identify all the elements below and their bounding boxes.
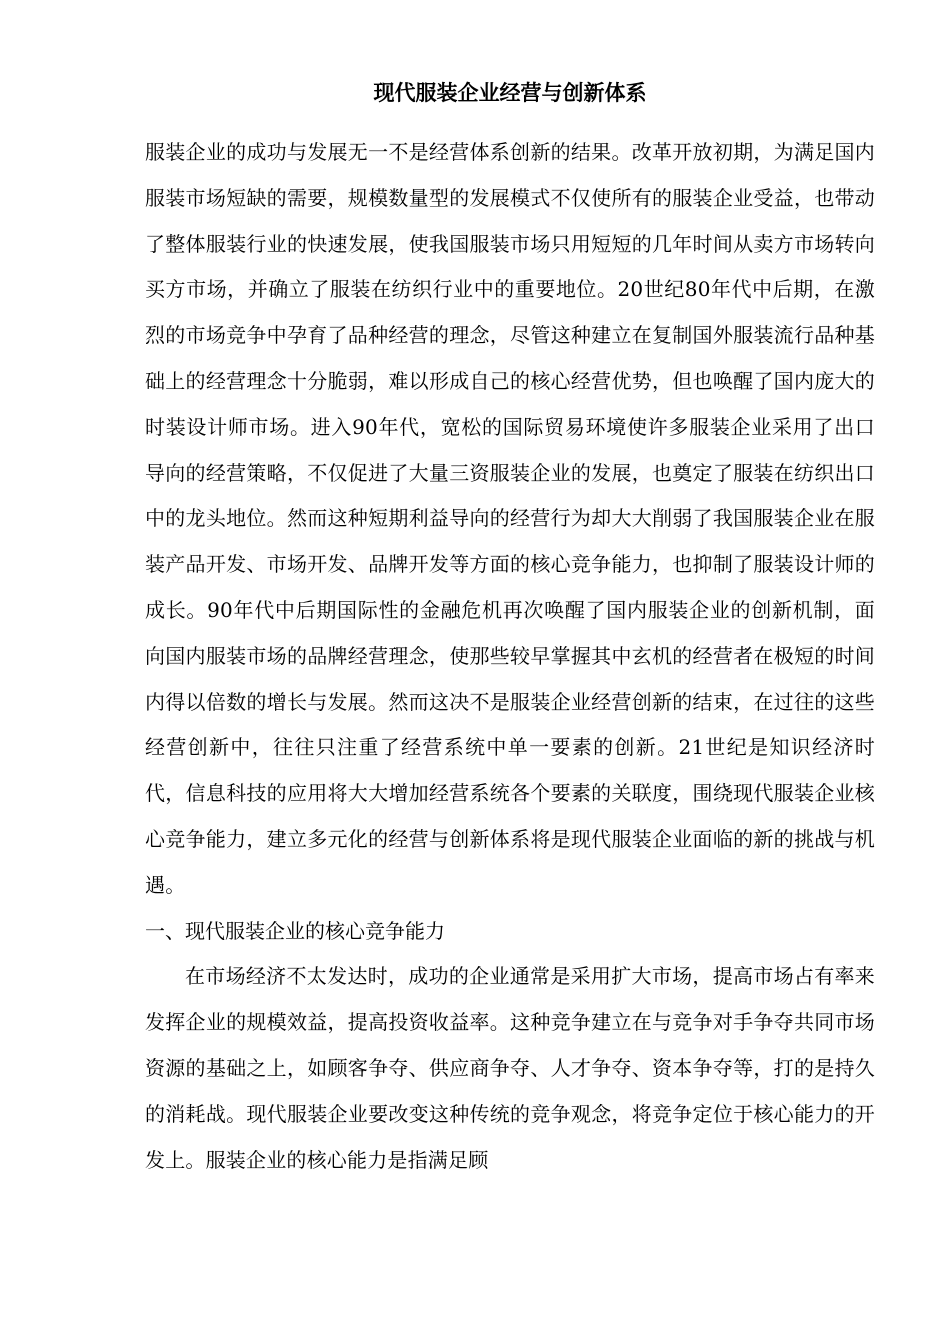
document-body bbox=[145, 130, 875, 1183]
section-heading-core-competence: 一、现代服装企业的核心竞争能力 bbox=[145, 918, 445, 943]
intro-paragraph: 服装企业的成功与发展无一不是经营体系创新的结果。改革开放初期，为满足国内服装市场短缺的需要，规模数量型的发展模式不仅使所有的服装企业受益，也带动了整体服装行业的快速发展，使我国服装市场只用短短的几年时间从卖方市场转向买方市场，并确立了服装在纺织行业中的重要地位。20世纪80年代中后期，在激烈的市场竞争中孕育了品种经营的理念，尽管这种建立在复制国外服装流行品种基础上的经营理念十分脆弱，难以形成自己的核心经营优势，但也唤醒了国内庞大的时装设计师市场。进入90年代，宽松的国际贸易环境使许多服装企业采用了出口导向的经营策略，不仅促进了大量三资服装企业的发展，也奠定了服装在纺织出口中的龙头地位。然而这种短期利益导向的经营行为却大大削弱了我国服装企业在服装产品开发、市场开发、品牌开发等方面的核心竞争能力，也抑制了服装设计师的成长。90年代中后期国际性的金融危机再次唤醒了国内服装企业的创新机制，面向国内服装市场的品牌经营理念，使那些较早掌握其中玄机的经营者在极短的时间内得以倍数的增长与发展。然而这决不是服装企业经营创新的结束，在过往的这些经营创新中，往往只注重了经营系统中单一要素的创新。21世纪是知识经济时代，信息科技的应用将大大增加经营系统各个要素的关联度，围绕现代服装企业核心竞争能力，建立多元化的经营与创新体系将是现代服装企业面临的新的挑战与机遇。 bbox=[145, 140, 875, 897]
document-title: 现代服装企业经营与创新体系 bbox=[373, 80, 647, 105]
section-paragraph-core-competence: 在市场经济不太发达时，成功的企业通常是采用扩大市场，提高市场占有率来发挥企业的规模效益，提高投资收益率。这种竞争建立在与竞争对手争夺共同市场资源的基础之上，如顾客争夺、供应商争夺、人才争夺、资本争夺等，打的是持久的消耗战。现代服装企业要改变这种传统的竞争观念，将竞争定位于核心能力的开发上。服装企业的核心能力是指满足顾 bbox=[145, 964, 875, 1172]
